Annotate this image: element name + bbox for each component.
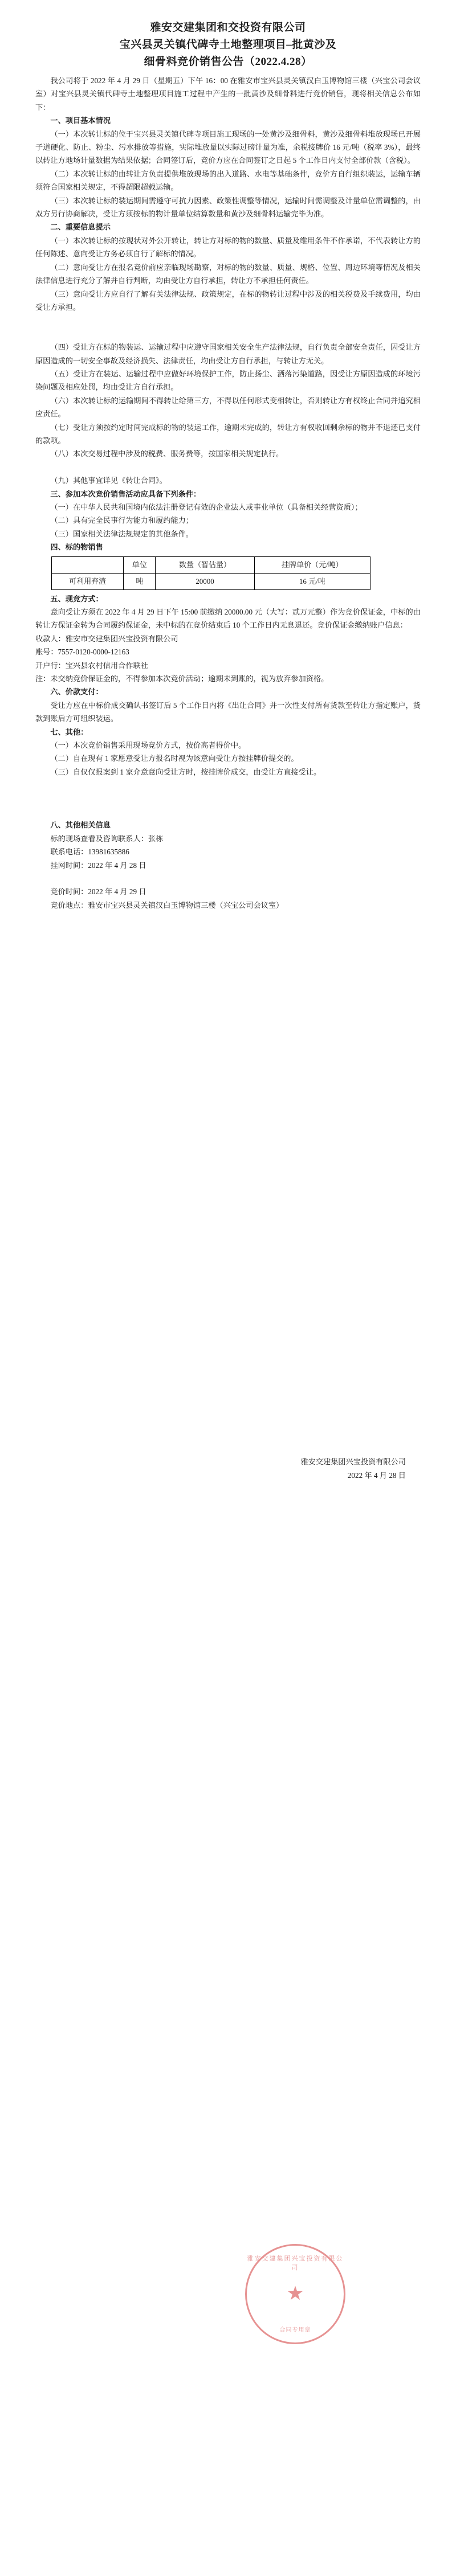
posting-date: 挂网时间：2022 年 4 月 28 日 <box>50 861 146 870</box>
section-heading-2: 二、重要信息提示 <box>50 223 111 232</box>
spacer-24 <box>35 1125 421 1138</box>
spacer-8 <box>35 912 421 925</box>
section-2-para-3: （三）意向受让方应自行了解有关法律法规、政策规定，在标的物转让过程中涉及的相关税费及手续费用，均由受让方承担。 <box>35 289 421 312</box>
spacer-37 <box>35 1299 421 1312</box>
spacer-27 <box>35 1165 421 1178</box>
spacer-30 <box>35 1205 421 1218</box>
signature-company: 雅安交建集团兴宝投资有限公司 <box>300 1457 406 1466</box>
spacer-34 <box>35 1258 421 1271</box>
table-cell-price: 16 元/吨 <box>254 573 370 589</box>
spacer-23 <box>35 1112 421 1125</box>
signature-date: 2022 年 4 月 28 日 <box>347 1471 406 1480</box>
spacer-40 <box>35 1338 421 1352</box>
spacer-21 <box>35 1085 421 1098</box>
payment-para-1: 受让方应在中标价成交确认书签订后 5 个工作日内将《出让合同》并一次性支付所有货款至转让方指定账户，货款到账后方可组织装运。 <box>35 701 421 723</box>
spacer-4 <box>35 779 421 792</box>
contact-person: 标的现场查看及咨询联系人：张栋 <box>50 834 164 843</box>
conditions-para-3: （三）国家相关法律法规规定的其他条件。 <box>50 529 193 538</box>
section-3-para-5: （八）本次交易过程中涉及的税费、服务费等，按国家相关规定执行。 <box>50 449 284 458</box>
table-header-price: 挂牌单价（元/吨） <box>254 556 370 573</box>
section-2-para-2: （二）意向受让方在报名竞价前应亲临现场勘察，对标的物的数量、质量、规格、位置、周边环境等情况及相关法律信息进行充分了解并自行判断，均由受让方自行承担，转让方不承担任何责任。 <box>35 263 421 285</box>
spacer-43 <box>35 1378 421 1391</box>
spacer-28 <box>35 1178 421 1191</box>
spacer-36 <box>35 1285 421 1298</box>
spacer-16 <box>35 1018 421 1031</box>
spacer-45 <box>35 1405 421 1418</box>
table-cell-quantity: 20000 <box>156 573 254 589</box>
spacer-41 <box>35 1352 421 1365</box>
table-cell-unit: 吨 <box>124 573 156 589</box>
page-title <box>35 19 421 71</box>
table-header-unit: 单位 <box>124 556 156 573</box>
section-4-para-1: （九）其他事宜详见《转让合同》。 <box>50 476 167 485</box>
method-payee: 收款人：雅安市交建集团兴宝投资有限公司 <box>35 634 178 643</box>
spacer-38 <box>35 1312 421 1325</box>
spacer-25 <box>35 1138 421 1152</box>
spacer-47 <box>35 1432 421 1445</box>
goods-table <box>51 556 370 590</box>
spacer-42 <box>35 1365 421 1378</box>
spacer-9 <box>35 925 421 939</box>
table-row <box>52 573 370 589</box>
spacer-3 <box>35 461 421 474</box>
section-heading-method: 五、现竞方式： <box>50 594 103 603</box>
spacer-17 <box>35 1032 421 1045</box>
spacer-46 <box>35 1418 421 1431</box>
spacer-35 <box>35 1272 421 1285</box>
table-header-quantity: 数量（暂估量） <box>156 556 254 573</box>
seal-star-icon: ★ <box>286 2283 304 2304</box>
spacer-31 <box>35 1218 421 1231</box>
table-header-row <box>52 556 370 573</box>
spacer-29 <box>35 1191 421 1205</box>
method-note: 注：未交纳竞价保证金的，不得参加本次竞价活动；逾期未到账的，视为放弃参加资格。 <box>35 674 329 683</box>
other-para-2: （二）自在现有 1 家愿意受让方报名时视为该意向受让方按挂牌价提交的。 <box>50 754 299 763</box>
spacer-22 <box>35 1099 421 1112</box>
spacer-32 <box>35 1232 421 1245</box>
method-bank: 开户行：宝兴县农村信用合作联社 <box>35 661 148 670</box>
conditions-para-2: （二）具有完全民事行为能力和履约能力； <box>50 516 193 525</box>
table-cell-label: 可利用弃渣 <box>52 573 124 589</box>
spacer-26 <box>35 1152 421 1165</box>
section-3-para-3: （六）本次转让标的运输期间不得转让给第三方，不得以任何形式变相转让，否则转让方有权终止合同并追究相应责任。 <box>35 396 421 419</box>
title-line-2: 宝兴县灵关镇代碑寺土地整理项目–批黄沙及 <box>119 39 337 51</box>
section-3-para-1: （四）受让方在标的物装运、运输过程中应遵守国家相关安全生产法律法规，自行负责全部安全责任，因受让方原因造成的一切安全事故及经济损失、法律责任，均由受让方自行承担，与转让方无关。 <box>35 343 421 365</box>
spacer-12 <box>35 965 421 978</box>
bidding-location: 竞价地点：雅安市宝兴县灵关镇汉白玉博物馆三楼（兴宝公司会议室） <box>50 900 284 910</box>
other-para-3: （三）自仅仅报案到 1 家介意意向受让方时，按挂牌价成交，由受让方直接受让。 <box>50 767 321 776</box>
title-line-1: 雅安交建集团和交投资有限公司 <box>150 22 306 34</box>
spacer-13 <box>35 978 421 992</box>
section-1-para-3: （三）本次转让标的装运期间需遵守可抗力因素、政策性调整等情况，运输时间需调整及计量单位需调整的，由双方另行协商解决，受让方须按标的物计量单位结算数量和黄沙及细骨料运输完毕为准。 <box>35 196 421 219</box>
spacer-10 <box>35 939 421 952</box>
intro-paragraph: 我公司将于 2022 年 4 月 29 日（星期五）下午 16：00 在雅安市宝兴县灵关镇汉白玉博物馆三楼（兴宝公司会议室）对宝兴县灵关镇代碑寺土地整理项目施工过程中产生的一批黄沙及细骨料进行竞价销售，现将相关信息公布如下： <box>35 76 421 112</box>
other-para-1: （一）本次竞价销售采用现场竞价方式，按价高者得价中。 <box>50 741 246 750</box>
bidding-date: 竞价时间：2022 年 4 月 29 日 <box>50 887 146 896</box>
section-3-para-4: （七）受让方须按约定时间完成标的物的装运工作，逾期未完成的，转让方有权收回剩余标的物并不退还已支付的款项。 <box>35 423 421 445</box>
section-heading-conditions: 三、参加本次竞价销售活动应具备下列条件： <box>50 489 201 498</box>
section-2-para-1: （一）本次转让标的按现状对外公开转让，转让方对标的物的数量、质量及维用条件不作承诺，不代表转让方的任何陈述、意向受让方务必须自行了解标的情况。 <box>35 236 421 259</box>
section-1-para-1: （一）本次转让标的位于宝兴县灵关镇代碑寺项目施工现场的一处黄沙及细骨料，黄沙及细骨料堆放现场已开展子道硬化、防止、粉尘、污水排放等措施，实际堆放量以实际过磅计量为准，余税接牌价 16 元/吨（税率 3%），最终以转让方地场计量数据为结果依据；合同签订后，竞价方应在合同签订之日起 5 个工作日内支付全部价款（含税）。 <box>35 129 421 165</box>
spacer-2 <box>35 327 421 341</box>
spacer-44 <box>35 1391 421 1404</box>
spacer-20 <box>35 1072 421 1085</box>
seal-top-text: 雅安交建集团兴宝投资有限公司 <box>247 2255 344 2271</box>
section-heading-1: 一、项目基本情况 <box>50 116 111 125</box>
method-account: 账号：7557-0120-0000-12163 <box>35 648 129 657</box>
section-heading-other: 七、其他： <box>50 727 88 736</box>
section-heading-payment: 六、价款支付： <box>50 687 103 697</box>
method-para-1: 意向受让方须在 2022 年 4 月 29 日下午 15:00 前缴纳 20000.00 元（大写：贰万元整）作为竞价保证金，中标的由转让方保证金转为合同履约保证金，未中标的在竞价结束后 10 个工作日内无息退还。竞价保证金缴纳账户信息： <box>35 607 421 630</box>
contact-phone: 联系电话：13981635886 <box>50 847 129 857</box>
spacer-33 <box>35 1245 421 1258</box>
spacer-1 <box>35 314 421 327</box>
spacer-18 <box>35 1045 421 1058</box>
section-heading-goods: 四、标的物销售 <box>50 543 103 552</box>
spacer-6 <box>35 805 421 818</box>
spacer-11 <box>35 952 421 965</box>
spacer-15 <box>35 1005 421 1018</box>
spacer-39 <box>35 1325 421 1338</box>
section-1-para-2: （二）本次转让标的由转让方负责提供堆放现场的出入道路、水电等基础条件，竞价方自行组织装运，运输车辆须符合国家相关规定，不得超限超载运输。 <box>35 169 421 192</box>
title-line-3: 细骨料竞价销售公告（2022.4.28） <box>144 56 312 68</box>
section-heading-contact: 八、其他相关信息 <box>50 821 111 830</box>
section-3-para-2: （五）受让方在装运、运输过程中应做好环境保护工作，防止扬尘、洒落污染道路，因受让方原因造成的环境污染问题及相应处罚，均由受让方自行承担。 <box>35 369 421 392</box>
spacer-7 <box>35 872 421 885</box>
spacer-5 <box>35 792 421 805</box>
conditions-para-1: （一）在中华人民共和国境内依法注册登记有效的企业法人或事业单位（具备相关经营资质）； <box>50 502 363 511</box>
table-header-blank <box>52 556 124 573</box>
spacer-14 <box>35 992 421 1005</box>
signature-block <box>35 1455 421 1482</box>
company-seal-stamp <box>245 2244 345 2344</box>
seal-bottom-text: 合同专用章 <box>279 2327 311 2333</box>
spacer-19 <box>35 1059 421 1072</box>
